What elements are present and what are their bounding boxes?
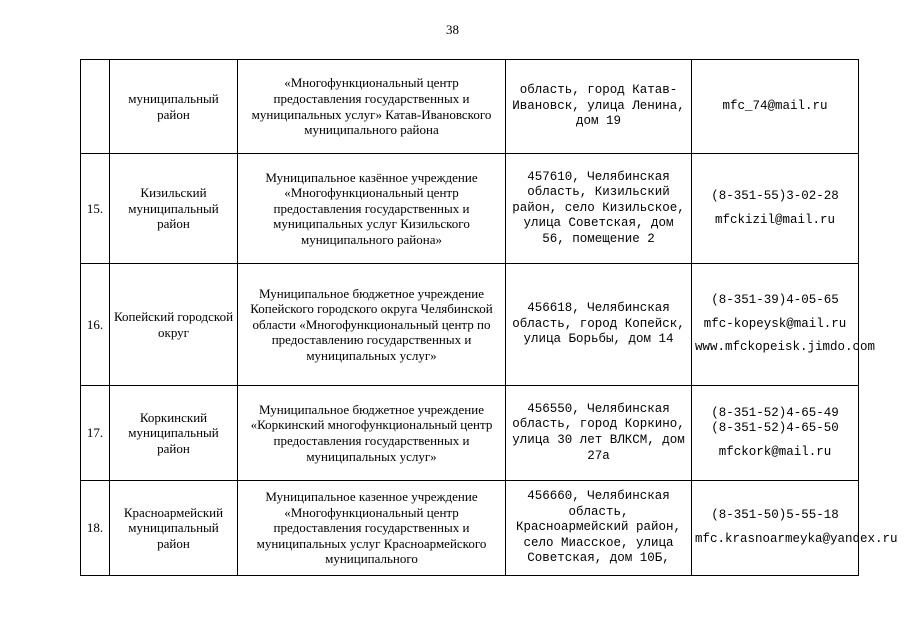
row-number: 16.: [81, 264, 110, 386]
phone-text-2: (8-351-52)4-65-50: [711, 421, 839, 436]
email-text: mfc.krasnoarmeyka@yandex.ru: [695, 532, 898, 546]
row-number: 15.: [81, 154, 110, 264]
table-row: [81, 481, 859, 576]
district-cell: Кизильский муниципальный район: [110, 154, 238, 264]
organization-cell: Муниципальное казенное учреждение «Многофункциональный центр предоставления государственных и муниципальных услуг Красноармейского муниципального: [238, 481, 506, 576]
email-text: mfckork@mail.ru: [718, 444, 832, 459]
table-row: [81, 264, 859, 386]
contact-cell: [692, 60, 859, 154]
table-row: [81, 60, 859, 154]
table-row: [81, 386, 859, 481]
contact-cell: [692, 264, 876, 386]
organization-cell: Муниципальное казённое учреждение «Многофункциональный центр предоставления государственных и муниципальных услуг Кизильского муниципального района»: [238, 154, 506, 264]
website-text: www.mfckopeisk.jimdo.com: [695, 340, 876, 355]
mfc-table: [80, 59, 898, 576]
district-cell: Коркинский муниципальный район: [110, 386, 238, 481]
contact-cell: [692, 154, 859, 264]
district-cell: Красноармейский муниципальный район: [110, 481, 238, 576]
page-number: 38: [446, 22, 459, 37]
address-cell: 457610, Челябинская область, Кизильский район, село Кизильское, улица Советская, дом 56, помещение 2: [506, 154, 692, 264]
organization-cell: «Многофункциональный центр предоставления государственных и муниципальных услуг» Катав-Ивановского муниципального района: [238, 60, 506, 154]
row-number: [81, 60, 110, 154]
organization-cell: Муниципальное бюджетное учреждение «Коркинский многофункциональный центр предоставления государственных и муниципальных услуг»: [238, 386, 506, 481]
district-cell: Копейский городской округ: [110, 264, 238, 386]
row-number: 17.: [81, 386, 110, 481]
contact-cell: [692, 386, 859, 481]
phone-text: (8-351-50)5-55-18: [711, 508, 839, 523]
address-cell: 456618, Челябинская область, город Копейск, улица Борьбы, дом 14: [506, 264, 692, 386]
address-cell: 456550, Челябинская область, город Коркино, улица 30 лет ВЛКСМ, дом 27а: [506, 386, 692, 481]
phone-text: (8-351-55)3-02-28: [711, 188, 839, 203]
phone-text: (8-351-39)4-05-65: [711, 293, 839, 308]
organization-cell: Муниципальное бюджетное учреждение Копейского городского округа Челябинской области «Многофункциональный центр по предоставлению государственных и муниципальных услуг»: [238, 264, 506, 386]
address-cell: область, город Катав-Ивановск, улица Ленина, дом 19: [506, 60, 692, 154]
email-text: mfckizil@mail.ru: [714, 212, 836, 227]
email-text: mfc-kopeysk@mail.ru: [703, 316, 847, 331]
contact-cell: [692, 481, 898, 576]
table-row: [81, 154, 859, 264]
address-cell: 456660, Челябинская область, Красноармейский район, село Миасское, улица Советская, дом 10Б,: [506, 481, 692, 576]
phone-text: (8-351-52)4-65-49: [711, 405, 839, 420]
email-text: mfc_74@mail.ru: [722, 98, 828, 113]
district-cell: муниципальный район: [110, 60, 238, 154]
row-number: 18.: [81, 481, 110, 576]
